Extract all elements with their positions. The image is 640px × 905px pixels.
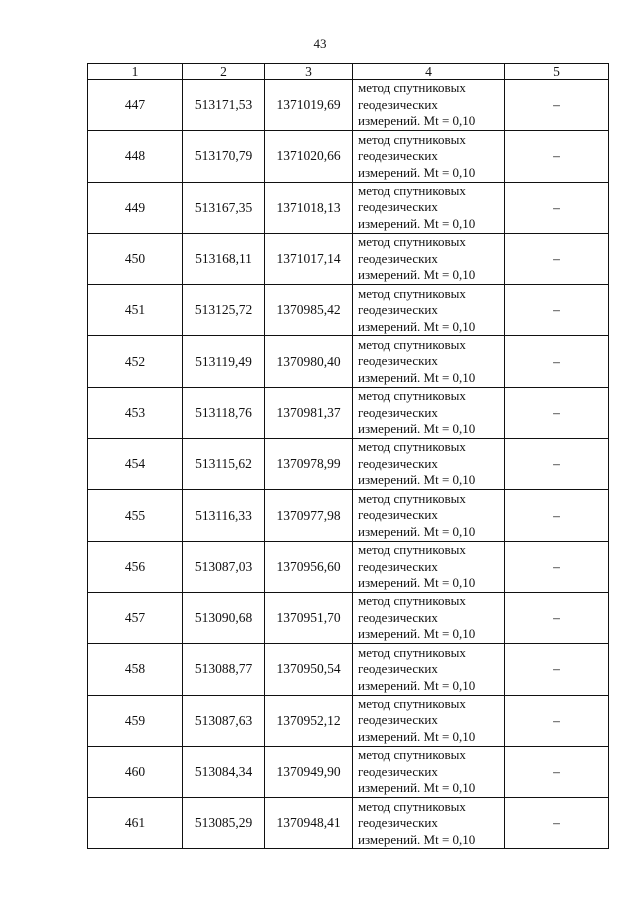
x-coordinate-cell: 513167,35 bbox=[183, 182, 265, 233]
x-coordinate-cell: 513125,72 bbox=[183, 285, 265, 336]
y-coordinate-cell: 1370980,40 bbox=[265, 336, 353, 387]
y-coordinate-cell: 1370949,90 bbox=[265, 746, 353, 797]
y-coordinate-cell: 1370978,99 bbox=[265, 439, 353, 490]
x-coordinate-cell: 513087,03 bbox=[183, 541, 265, 592]
table-row bbox=[88, 182, 609, 233]
method-cell bbox=[353, 695, 505, 746]
method-text-line1: метод спутниковых bbox=[358, 747, 466, 763]
method-text-line1: метод спутниковых bbox=[358, 336, 466, 352]
method-text-line2: геодезических bbox=[358, 250, 438, 266]
method-text-line1: метод спутниковых bbox=[358, 439, 466, 455]
point-number-cell: 448 bbox=[88, 131, 183, 182]
point-number-cell: 455 bbox=[88, 490, 183, 541]
point-number-cell: 459 bbox=[88, 695, 183, 746]
notes-cell: – bbox=[505, 285, 609, 336]
method-text-line3: измерений. Mt = 0,10 bbox=[358, 728, 476, 744]
table-body bbox=[88, 80, 609, 849]
method-text-line1: метод спутниковых bbox=[358, 80, 466, 96]
table-row bbox=[88, 695, 609, 746]
method-text-line3: измерений. Mt = 0,10 bbox=[358, 113, 476, 129]
notes-cell: – bbox=[505, 592, 609, 643]
method-text-line1: метод спутниковых bbox=[358, 644, 466, 660]
point-number-cell: 453 bbox=[88, 387, 183, 438]
x-coordinate-cell: 513119,49 bbox=[183, 336, 265, 387]
method-cell bbox=[353, 285, 505, 336]
method-cell bbox=[353, 131, 505, 182]
notes-cell: – bbox=[505, 644, 609, 695]
column-header-2: 2 bbox=[183, 64, 265, 80]
x-coordinate-cell: 513090,68 bbox=[183, 592, 265, 643]
method-text-line3: измерений. Mt = 0,10 bbox=[358, 267, 476, 283]
y-coordinate-cell: 1371017,14 bbox=[265, 233, 353, 284]
point-number-cell: 452 bbox=[88, 336, 183, 387]
method-text-line3: измерений. Mt = 0,10 bbox=[358, 421, 476, 437]
method-text-line1: метод спутниковых bbox=[358, 593, 466, 609]
x-coordinate-cell: 513116,33 bbox=[183, 490, 265, 541]
table-row bbox=[88, 387, 609, 438]
table-row bbox=[88, 746, 609, 797]
table-row bbox=[88, 336, 609, 387]
point-number-cell: 461 bbox=[88, 798, 183, 849]
x-coordinate-cell: 513087,63 bbox=[183, 695, 265, 746]
y-coordinate-cell: 1370977,98 bbox=[265, 490, 353, 541]
table-header bbox=[88, 64, 609, 80]
coordinates-table bbox=[87, 63, 609, 849]
table-row bbox=[88, 541, 609, 592]
notes-cell: – bbox=[505, 798, 609, 849]
method-text-line2: геодезических bbox=[358, 507, 438, 523]
method-text-line3: измерений. Mt = 0,10 bbox=[358, 164, 476, 180]
notes-cell: – bbox=[505, 541, 609, 592]
page-number: 43 bbox=[313, 36, 327, 51]
point-number-cell: 447 bbox=[88, 80, 183, 131]
notes-cell: – bbox=[505, 182, 609, 233]
method-cell bbox=[353, 182, 505, 233]
notes-cell: – bbox=[505, 490, 609, 541]
notes-cell: – bbox=[505, 439, 609, 490]
point-number-cell: 449 bbox=[88, 182, 183, 233]
y-coordinate-cell: 1370951,70 bbox=[265, 592, 353, 643]
point-number-cell: 456 bbox=[88, 541, 183, 592]
table-row bbox=[88, 233, 609, 284]
x-coordinate-cell: 513084,34 bbox=[183, 746, 265, 797]
header-row bbox=[88, 64, 609, 80]
point-number-cell: 458 bbox=[88, 644, 183, 695]
method-cell bbox=[353, 644, 505, 695]
x-coordinate-cell: 513085,29 bbox=[183, 798, 265, 849]
method-text-line3: измерений. Mt = 0,10 bbox=[358, 626, 476, 642]
point-number-cell: 454 bbox=[88, 439, 183, 490]
method-text-line3: измерений. Mt = 0,10 bbox=[358, 780, 476, 796]
notes-cell: – bbox=[505, 746, 609, 797]
notes-cell: – bbox=[505, 695, 609, 746]
method-text-line3: измерений. Mt = 0,10 bbox=[358, 369, 476, 385]
notes-cell: – bbox=[505, 387, 609, 438]
method-text-line1: метод спутниковых bbox=[358, 542, 466, 558]
method-text-line3: измерений. Mt = 0,10 bbox=[358, 318, 476, 334]
table-row bbox=[88, 439, 609, 490]
x-coordinate-cell: 513118,76 bbox=[183, 387, 265, 438]
notes-cell: – bbox=[505, 336, 609, 387]
method-text-line3: измерений. Mt = 0,10 bbox=[358, 523, 476, 539]
y-coordinate-cell: 1370985,42 bbox=[265, 285, 353, 336]
table-row bbox=[88, 798, 609, 849]
method-text-line3: измерений. Mt = 0,10 bbox=[358, 831, 476, 847]
method-text-line2: геодезических bbox=[358, 815, 438, 831]
y-coordinate-cell: 1371018,13 bbox=[265, 182, 353, 233]
method-cell bbox=[353, 490, 505, 541]
table-row bbox=[88, 490, 609, 541]
method-text-line3: измерений. Mt = 0,10 bbox=[358, 677, 476, 693]
method-cell bbox=[353, 798, 505, 849]
y-coordinate-cell: 1371020,66 bbox=[265, 131, 353, 182]
table-row bbox=[88, 80, 609, 131]
y-coordinate-cell: 1370950,54 bbox=[265, 644, 353, 695]
method-text-line3: измерений. Mt = 0,10 bbox=[358, 575, 476, 591]
x-coordinate-cell: 513115,62 bbox=[183, 439, 265, 490]
x-coordinate-cell: 513171,53 bbox=[183, 80, 265, 131]
method-cell bbox=[353, 233, 505, 284]
method-text-line2: геодезических bbox=[358, 96, 438, 112]
point-number-cell: 460 bbox=[88, 746, 183, 797]
method-text-line1: метод спутниковых bbox=[358, 695, 466, 711]
method-text-line2: геодезических bbox=[358, 199, 438, 215]
method-text-line1: метод спутниковых bbox=[358, 490, 466, 506]
point-number-cell: 457 bbox=[88, 592, 183, 643]
method-cell bbox=[353, 541, 505, 592]
x-coordinate-cell: 513168,11 bbox=[183, 233, 265, 284]
method-text-line2: геодезических bbox=[358, 302, 438, 318]
method-text-line1: метод спутниковых bbox=[358, 798, 466, 814]
method-text-line2: геодезических bbox=[358, 661, 438, 677]
notes-cell: – bbox=[505, 131, 609, 182]
method-text-line1: метод спутниковых bbox=[358, 388, 466, 404]
method-text-line2: геодезических bbox=[358, 558, 438, 574]
y-coordinate-cell: 1370948,41 bbox=[265, 798, 353, 849]
column-header-5: 5 bbox=[505, 64, 609, 80]
method-text-line2: геодезических bbox=[358, 455, 438, 471]
method-cell bbox=[353, 387, 505, 438]
method-text-line2: геодезических bbox=[358, 712, 438, 728]
method-text-line2: геодезических bbox=[358, 148, 438, 164]
method-text-line2: геодезических bbox=[358, 353, 438, 369]
method-cell bbox=[353, 336, 505, 387]
method-text-line3: измерений. Mt = 0,10 bbox=[358, 472, 476, 488]
table-row bbox=[88, 131, 609, 182]
column-header-1: 1 bbox=[88, 64, 183, 80]
table-row bbox=[88, 285, 609, 336]
method-text-line1: метод спутниковых bbox=[358, 131, 466, 147]
method-text-line1: метод спутниковых bbox=[358, 234, 466, 250]
notes-cell: – bbox=[505, 233, 609, 284]
y-coordinate-cell: 1370981,37 bbox=[265, 387, 353, 438]
method-text-line1: метод спутниковых bbox=[358, 285, 466, 301]
method-cell bbox=[353, 746, 505, 797]
column-header-4: 4 bbox=[353, 64, 505, 80]
method-cell bbox=[353, 80, 505, 131]
method-cell bbox=[353, 592, 505, 643]
point-number-cell: 450 bbox=[88, 233, 183, 284]
column-header-3: 3 bbox=[265, 64, 353, 80]
y-coordinate-cell: 1370952,12 bbox=[265, 695, 353, 746]
method-text-line1: метод спутниковых bbox=[358, 182, 466, 198]
method-text-line2: геодезических bbox=[358, 763, 438, 779]
method-text-line2: геодезических bbox=[358, 404, 438, 420]
point-number-cell: 451 bbox=[88, 285, 183, 336]
y-coordinate-cell: 1370956,60 bbox=[265, 541, 353, 592]
table-row bbox=[88, 644, 609, 695]
x-coordinate-cell: 513170,79 bbox=[183, 131, 265, 182]
x-coordinate-cell: 513088,77 bbox=[183, 644, 265, 695]
y-coordinate-cell: 1371019,69 bbox=[265, 80, 353, 131]
method-cell bbox=[353, 439, 505, 490]
table-row bbox=[88, 592, 609, 643]
method-text-line2: геодезических bbox=[358, 609, 438, 625]
notes-cell: – bbox=[505, 80, 609, 131]
method-text-line3: измерений. Mt = 0,10 bbox=[358, 215, 476, 231]
